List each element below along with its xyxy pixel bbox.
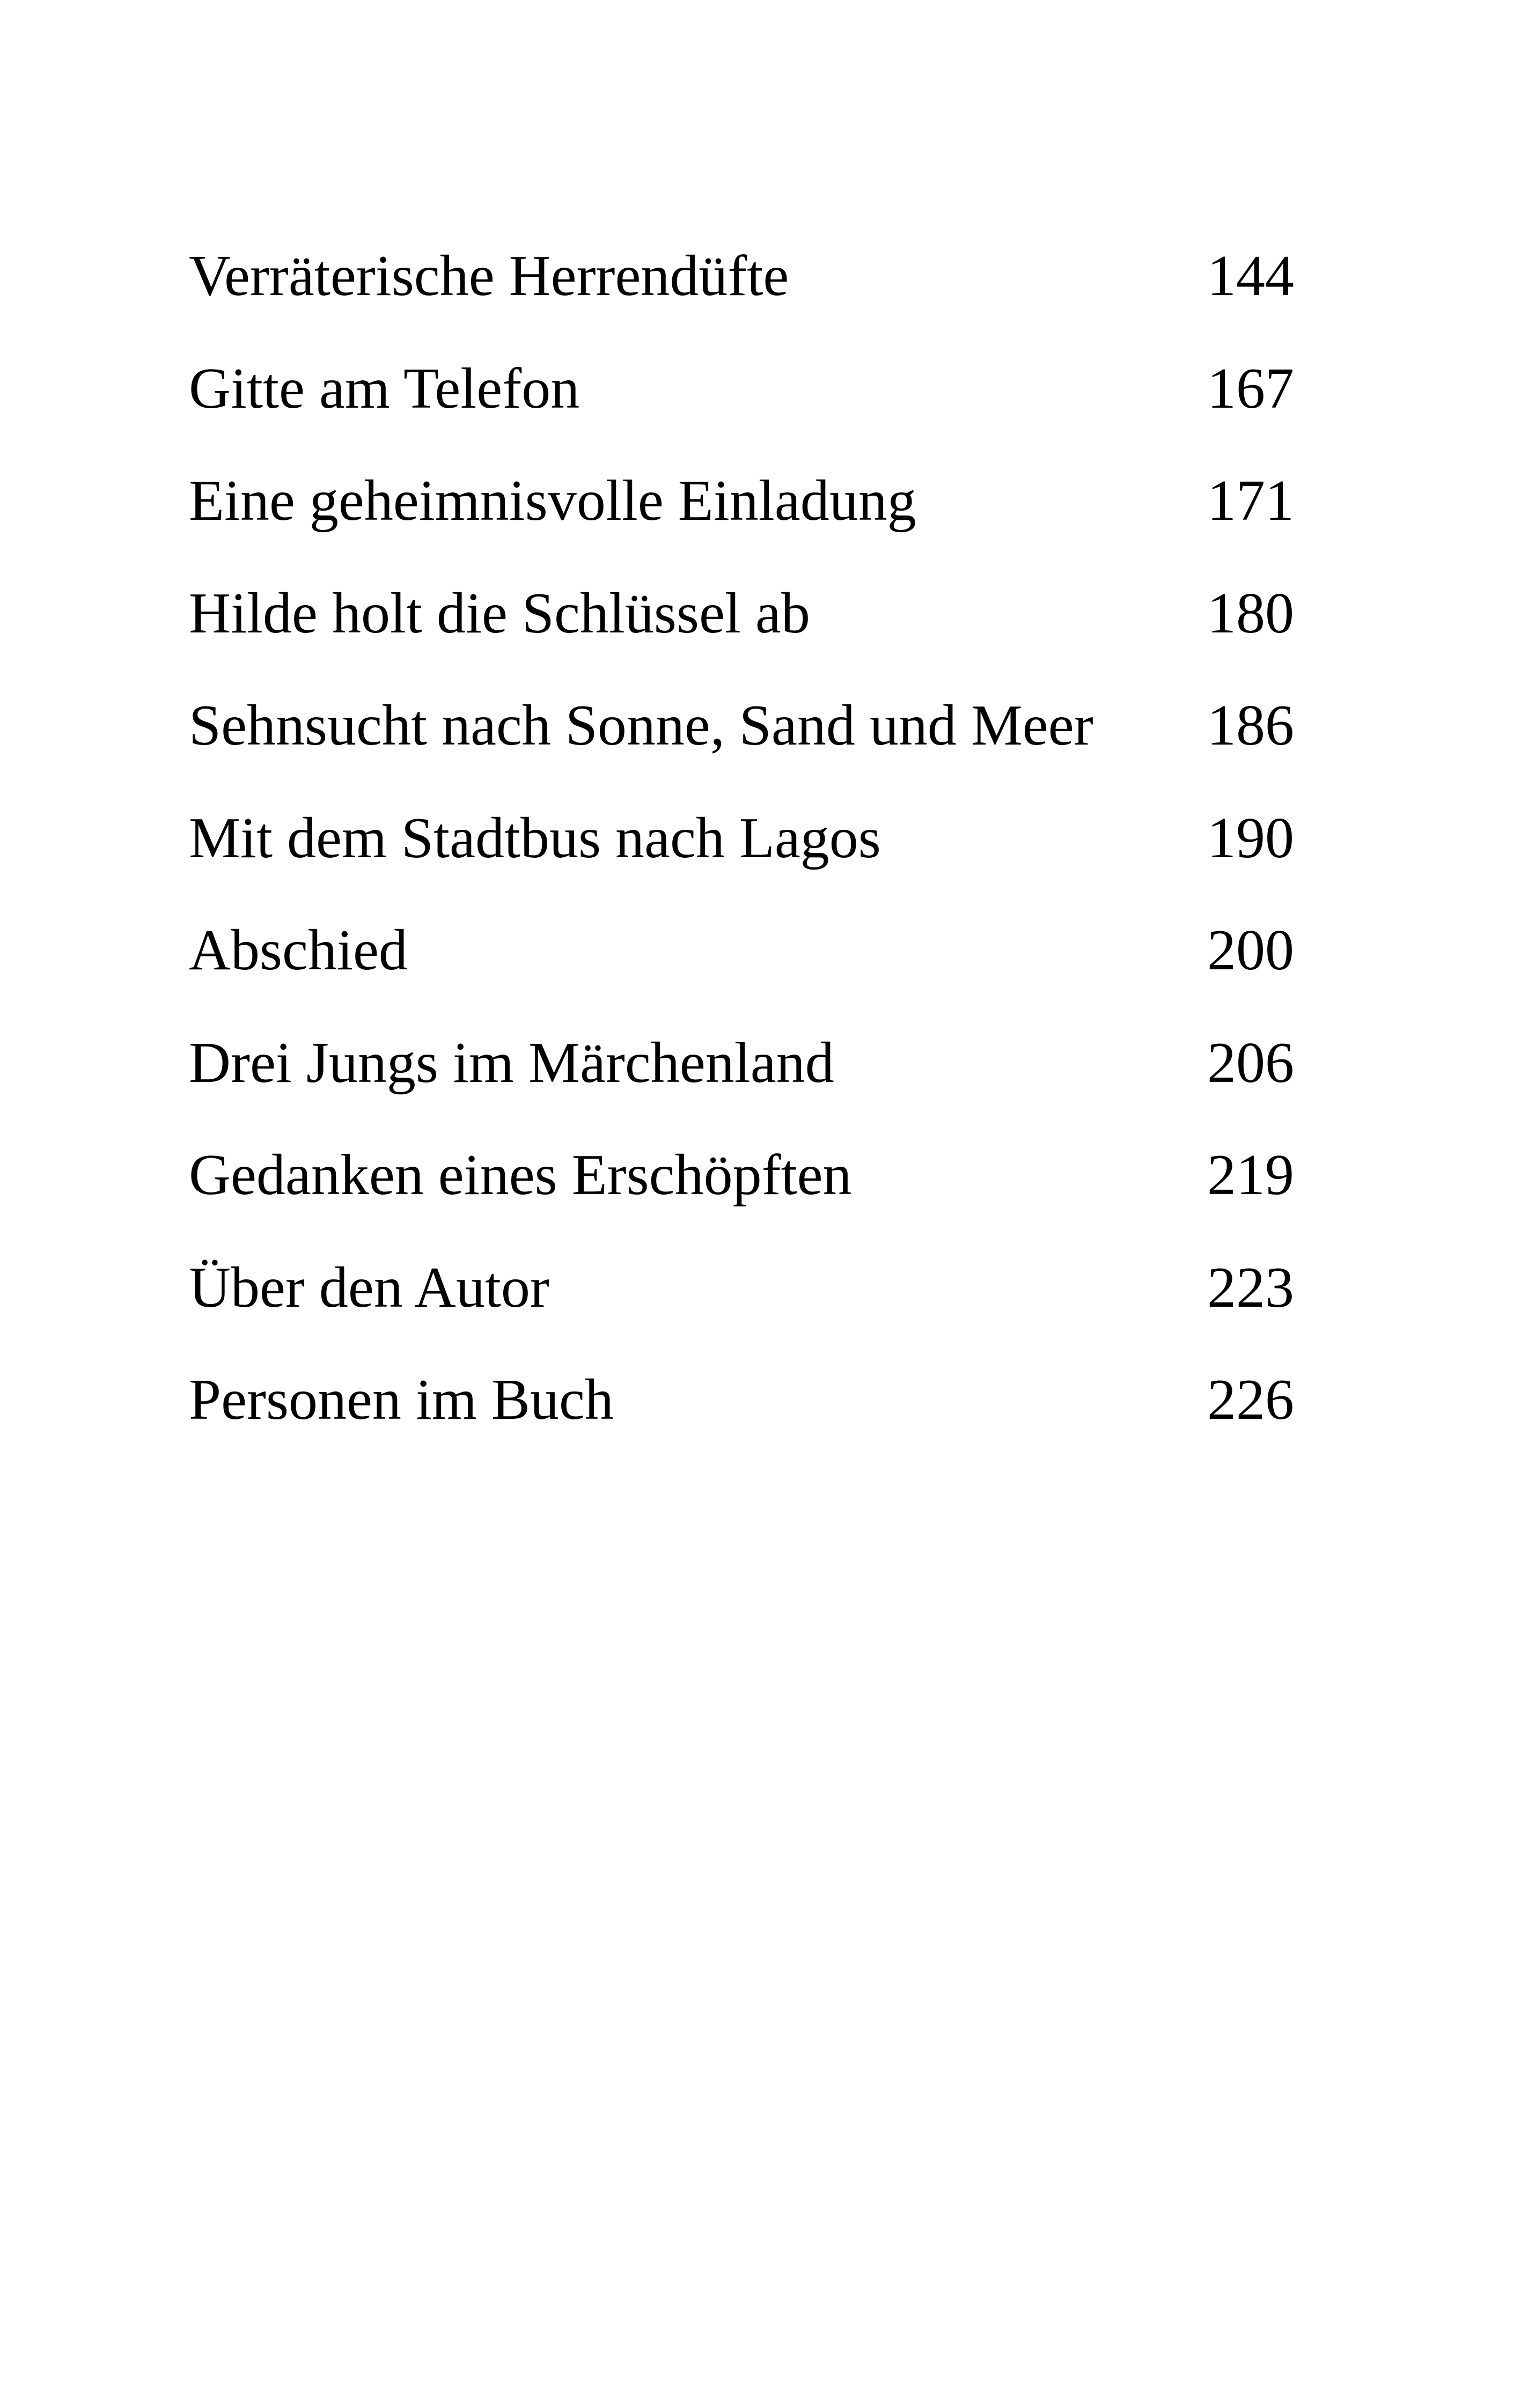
toc-entry — [189, 236, 1294, 349]
toc-entry — [189, 910, 1294, 1023]
toc-entry-page: 200 — [1207, 918, 1294, 982]
toc-entry-title: Mit dem Stadtbus nach Lagos — [189, 806, 881, 870]
table-of-contents — [189, 236, 1294, 1472]
toc-entry-page: 180 — [1207, 581, 1294, 645]
toc-entry — [189, 461, 1294, 573]
toc-entry — [189, 1360, 1294, 1472]
toc-entry-page: 219 — [1207, 1143, 1294, 1207]
toc-entry-title: Hilde holt die Schlüssel ab — [189, 581, 810, 645]
toc-entry — [189, 349, 1294, 461]
toc-entry-title: Drei Jungs im Märchenland — [189, 1030, 834, 1095]
toc-entry-page: 206 — [1207, 1030, 1294, 1095]
toc-entry-title: Gitte am Telefon — [189, 356, 580, 421]
toc-entry-page: 186 — [1207, 694, 1294, 757]
toc-entry-page: 171 — [1207, 469, 1294, 533]
toc-entry-title: Gedanken eines Erschöpften — [189, 1143, 852, 1207]
toc-entry-title: Sehnsucht nach Sonne, Sand und Meer — [189, 694, 1093, 757]
toc-entry — [189, 1023, 1294, 1136]
toc-entry-page: 190 — [1207, 806, 1294, 870]
toc-entry — [189, 686, 1294, 798]
toc-entry — [189, 1135, 1294, 1248]
toc-entry-page: 144 — [1207, 244, 1294, 308]
toc-entry-title: Personen im Buch — [189, 1368, 614, 1432]
toc-entry — [189, 573, 1294, 686]
toc-entry-title: Über den Autor — [189, 1255, 549, 1320]
toc-entry-page: 223 — [1207, 1255, 1294, 1320]
toc-entry — [189, 1248, 1294, 1360]
toc-entry — [189, 798, 1294, 911]
toc-entry-page: 226 — [1207, 1368, 1294, 1432]
toc-entry-page: 167 — [1207, 356, 1294, 421]
toc-entry-title: Abschied — [189, 918, 408, 982]
toc-entry-title: Eine geheimnisvolle Einladung — [189, 469, 916, 533]
toc-entry-title: Verräterische Herrendüfte — [189, 244, 789, 308]
